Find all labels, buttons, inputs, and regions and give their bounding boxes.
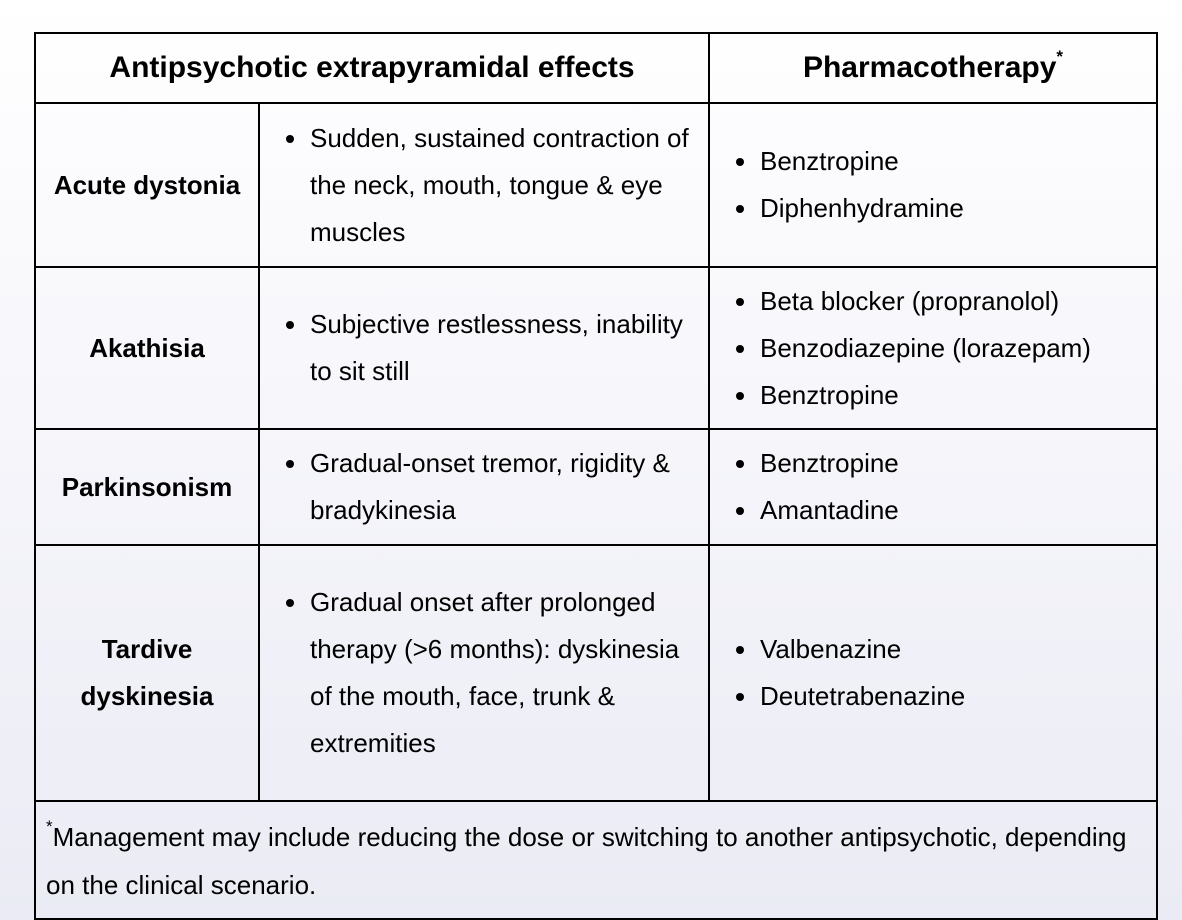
table-row-akathisia (35, 267, 1157, 429)
therapy-footnote-marker: * (1056, 47, 1064, 66)
list-item: Benztropine (730, 440, 1148, 487)
table-row-tardive-dyskinesia (35, 545, 1157, 801)
list-item: Amantadine (730, 487, 1148, 534)
header-row (35, 33, 1157, 103)
row-label: Tardive dyskinesia (35, 545, 259, 801)
row-description (259, 103, 709, 267)
list-item: Valbenazine (730, 626, 1148, 673)
table-row-acute-dystonia (35, 103, 1157, 267)
footnote-text: Management may include reducing the dose or switching to another antipsychotic, depending on the clinical scenario. (46, 822, 1127, 900)
eps-table (34, 32, 1158, 920)
list-item: Beta blocker (propranolol) (730, 278, 1148, 325)
footnote-row (35, 801, 1157, 919)
row-therapy (709, 545, 1157, 801)
therapy-header (709, 33, 1157, 103)
list-item: Diphenhydramine (730, 185, 1148, 232)
row-label: Acute dystonia (35, 103, 259, 267)
row-description (259, 545, 709, 801)
list-item: Benzodiazepine (lorazepam) (730, 325, 1148, 372)
row-description (259, 429, 709, 545)
list-item: Benztropine (730, 138, 1148, 185)
row-label: Akathisia (35, 267, 259, 429)
list-item: Deutetrabenazine (730, 673, 1148, 720)
table-row-parkinsonism (35, 429, 1157, 545)
row-therapy (709, 429, 1157, 545)
list-item: Sudden, sustained contraction of the neck, mouth, tongue & eye muscles (280, 115, 700, 256)
effects-header (35, 33, 709, 103)
row-label: Parkinsonism (35, 429, 259, 545)
eps-table-container (34, 32, 1156, 916)
row-therapy (709, 103, 1157, 267)
list-item: Subjective restlessness, inability to sit still (280, 301, 700, 395)
row-therapy (709, 267, 1157, 429)
list-item: Gradual onset after prolonged therapy (>6 months): dyskinesia of the mouth, face, trunk & extremities (280, 579, 700, 767)
row-description (259, 267, 709, 429)
effects-header-text: Antipsychotic extrapyramidal effects (109, 51, 635, 84)
list-item: Gradual-onset tremor, rigidity & bradykinesia (280, 440, 700, 534)
therapy-header-text: Pharmacotherapy (802, 51, 1057, 84)
footnote-marker: * (46, 817, 53, 837)
list-item: Benztropine (730, 372, 1148, 419)
footnote (35, 801, 1157, 919)
